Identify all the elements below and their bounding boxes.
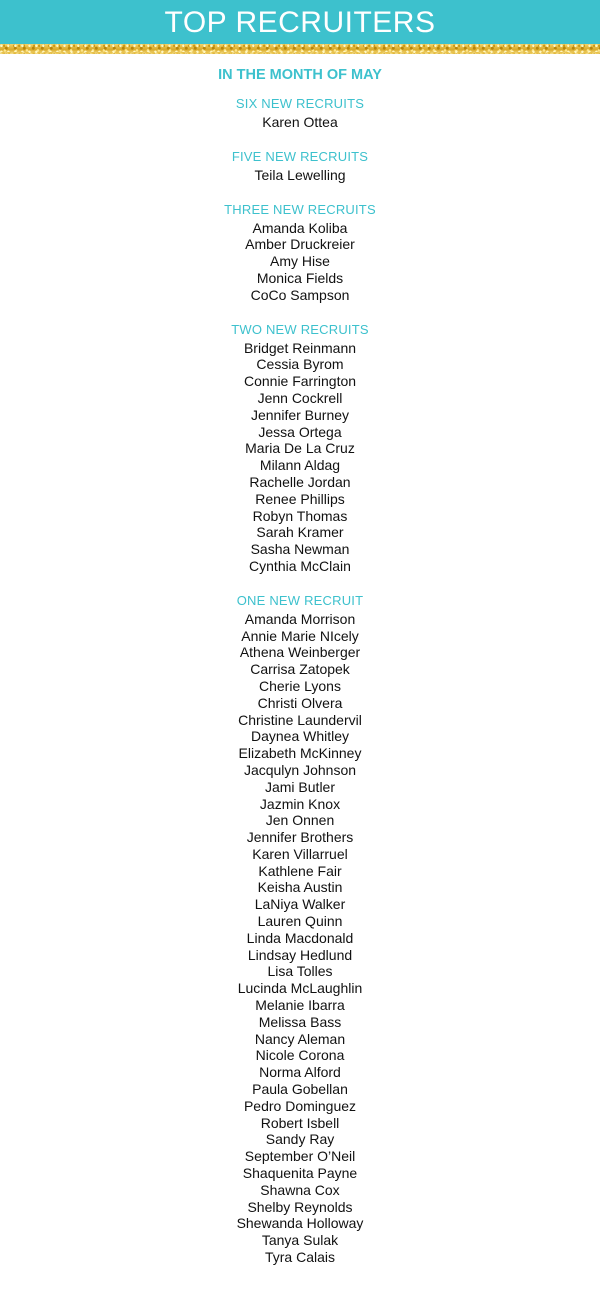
recruiter-name: Jazmin Knox	[259, 795, 341, 812]
recruiter-name: Pedro Dominguez	[243, 1097, 357, 1114]
recruiter-name: Tanya Sulak	[261, 1232, 339, 1249]
recruiter-name: Sarah Kramer	[256, 524, 344, 541]
recruiter-name: September O’Neil	[244, 1148, 356, 1165]
recruiter-name: Cynthia McClain	[249, 557, 351, 574]
recruiter-name: Daynea Whitley	[250, 728, 350, 745]
recruiter-name: Melissa Bass	[258, 1013, 342, 1030]
recruiter-name: Shewanda Holloway	[236, 1215, 364, 1232]
recruiters-list	[0, 66, 600, 1284]
recruiter-name: Jenn Cockrell	[257, 389, 343, 406]
recruiter-name: Lucinda McLaughlin	[237, 980, 363, 997]
section-title: THREE NEW RECRUITS	[224, 201, 376, 217]
recruiter-name: Connie Farrington	[243, 373, 357, 390]
recruit-section	[0, 96, 600, 131]
recruiter-name: Lauren Quinn	[257, 913, 343, 930]
sections-container	[0, 96, 600, 1266]
recruiter-name-list	[0, 340, 600, 575]
recruiter-name: Sandy Ray	[265, 1131, 335, 1148]
recruit-section	[0, 149, 600, 184]
recruiter-name: Annie Marie NIcely	[241, 627, 359, 644]
recruiter-name: Karen Villarruel	[252, 845, 348, 862]
header-banner	[0, 0, 600, 46]
recruiter-name: Keisha Austin	[257, 879, 343, 896]
recruiter-name: Maria De La Cruz	[245, 440, 355, 457]
recruiter-name: Lisa Tolles	[267, 963, 333, 980]
recruiter-name: Melanie Ibarra	[255, 997, 345, 1014]
recruiter-name: Elizabeth McKinney	[238, 745, 362, 762]
page-title: TOP RECRUITERS	[164, 6, 436, 39]
recruiter-name: Jen Onnen	[265, 812, 335, 829]
recruiter-name: CoCo Sampson	[250, 286, 350, 303]
recruiter-name: LaNiya Walker	[254, 896, 346, 913]
recruiter-name: Tyra Calais	[264, 1249, 336, 1266]
section-title: SIX NEW RECRUITS	[235, 96, 365, 111]
recruit-section	[0, 593, 600, 1266]
recruiter-name: Nicole Corona	[255, 1047, 345, 1064]
recruiter-name: Renee Phillips	[255, 490, 345, 507]
section-title: FIVE NEW RECRUITS	[231, 148, 369, 164]
recruiter-name: Shaquenita Payne	[242, 1165, 358, 1182]
recruiter-name: Amy Hise	[270, 253, 330, 270]
recruiter-name: Jami Butler	[264, 778, 336, 795]
recruiter-name-list	[0, 114, 600, 131]
recruiter-name: Amanda Koliba	[252, 219, 348, 236]
recruiter-name: Robert Isbell	[260, 1114, 340, 1131]
recruiter-name: Rachelle Jordan	[249, 473, 351, 490]
recruiter-name: Shawna Cox	[260, 1181, 340, 1198]
recruiter-name: Milann Aldag	[259, 457, 341, 474]
recruiter-name: Christine Laundervil	[238, 711, 362, 728]
recruiter-name: Monica Fields	[256, 269, 344, 286]
recruiter-name: Cherie Lyons	[259, 677, 341, 694]
recruiter-name: Bridget Reinmann	[243, 339, 357, 356]
recruit-section	[0, 322, 600, 575]
recruiter-name-list	[0, 167, 600, 184]
recruiter-name: Cessia Byrom	[256, 356, 344, 373]
recruiter-name: Jessa Ortega	[258, 423, 342, 440]
recruiter-name: Sasha Newman	[250, 541, 350, 558]
recruiter-name-list	[0, 220, 600, 304]
recruiter-name: Nancy Aleman	[254, 1030, 346, 1047]
gold-glitter-edge	[0, 52, 600, 55]
recruiter-name: Jennifer Burney	[250, 406, 350, 423]
recruiter-name: Robyn Thomas	[252, 507, 348, 524]
recruit-section	[0, 202, 600, 304]
recruiter-name: Amanda Morrison	[244, 610, 356, 627]
recruiter-name: Christi Olvera	[257, 694, 343, 711]
section-title: TWO NEW RECRUITS	[231, 321, 369, 337]
recruiter-name: Carrisa Zatopek	[250, 661, 350, 678]
month-subtitle: IN THE MONTH OF MAY	[218, 67, 382, 83]
recruiter-name: Amber Druckreier	[245, 236, 355, 253]
recruiter-name: Karen Ottea	[262, 114, 338, 130]
section-title: ONE NEW RECRUIT	[236, 592, 364, 608]
recruiter-name: Jennifer Brothers	[246, 829, 354, 846]
recruiter-name: Linda Macdonald	[246, 929, 354, 946]
recruiter-name: Shelby Reynolds	[247, 1198, 353, 1215]
recruiter-name: Teila Lewelling	[254, 166, 346, 183]
recruiter-name: Paula Gobellan	[252, 1081, 348, 1098]
recruiter-name: Athena Weinberger	[239, 644, 361, 661]
recruiter-name: Kathlene Fair	[258, 862, 342, 879]
recruiter-name: Norma Alford	[259, 1064, 341, 1081]
recruiter-name: Lindsay Hedlund	[247, 946, 353, 963]
recruiter-name-list	[0, 611, 600, 1266]
recruiter-name: Jacqulyn Johnson	[243, 761, 357, 778]
